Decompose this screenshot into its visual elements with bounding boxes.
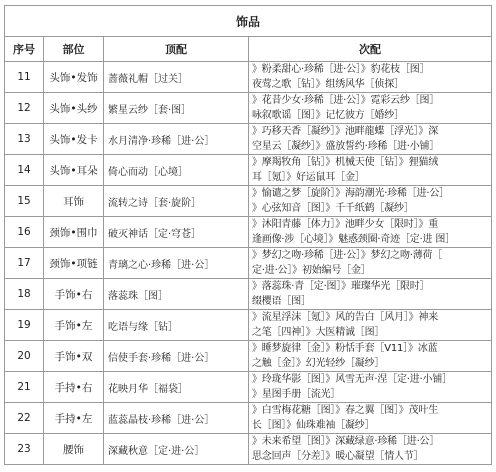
row-slot: 颈饰•项链	[44, 248, 104, 279]
secondary-choice-line: 》愉谴之梦［旋阶］》海韵潮光·珍稀［进·公］	[252, 188, 449, 199]
row-top-choice: 信使手套·珍稀［进·公］	[104, 341, 249, 372]
table-row	[5, 155, 492, 186]
table-row	[5, 310, 492, 341]
row-slot: 手饰•双	[44, 341, 104, 372]
row-slot: 颈饰•围巾	[44, 217, 104, 248]
row-top-choice: 蔷薇礼帽［过关］	[104, 62, 249, 93]
table-title: 饰品	[5, 6, 492, 37]
row-secondary-choice	[249, 155, 492, 186]
row-secondary-choice	[249, 62, 492, 93]
table-row	[5, 124, 492, 155]
row-top-choice: 繁星云纱［套·图］	[104, 93, 249, 124]
secondary-choice-line: 》心弦知音［图］》千千纸鹤［凝纱］	[252, 203, 414, 214]
row-secondary-choice	[249, 310, 492, 341]
row-top-choice: 花映月华［福袋］	[104, 372, 249, 403]
row-secondary-choice	[249, 124, 492, 155]
secondary-choice-line: 》星图手册［流光］	[252, 389, 341, 400]
secondary-choice-line: 》未来希望［图］》深藏绿意·珍稀［进·公］	[252, 436, 440, 447]
header-row	[5, 37, 492, 62]
row-secondary-choice	[249, 403, 492, 434]
table-row	[5, 434, 492, 465]
secondary-choice-line: 逢画像·涉［心境］》魅惑颈圈·奇迹［定·进 图］	[252, 234, 455, 245]
row-top-choice: 青璃之心·珍稀［进·公］	[104, 248, 249, 279]
row-slot: 头饰•发卡	[44, 124, 104, 155]
table-row	[5, 403, 492, 434]
row-slot: 头饰•头纱	[44, 93, 104, 124]
row-top-choice: 流转之诗［套·旋阶］	[104, 186, 249, 217]
row-number: 15	[5, 186, 44, 217]
row-number: 20	[5, 341, 44, 372]
row-slot: 耳饰	[44, 186, 104, 217]
secondary-choice-line: 咏叙歌谣［图］》记忆彼方［婚纱］	[252, 110, 404, 121]
row-secondary-choice	[249, 248, 492, 279]
secondary-choice-line: 》巧移天香［凝纱］》池畔龍蝶［浮光］》深	[252, 126, 438, 137]
row-number: 12	[5, 93, 44, 124]
row-number: 21	[5, 372, 44, 403]
row-number: 14	[5, 155, 44, 186]
row-slot: 手饰•左	[44, 310, 104, 341]
row-slot: 手饰•右	[44, 279, 104, 310]
row-number: 19	[5, 310, 44, 341]
row-slot: 手持•左	[44, 403, 104, 434]
row-number: 17	[5, 248, 44, 279]
secondary-choice-line: 之触［金］》幻光轻纱［凝纱］	[252, 358, 385, 369]
row-number: 13	[5, 124, 44, 155]
title-row	[5, 6, 492, 37]
row-number: 11	[5, 62, 44, 93]
table-row	[5, 372, 492, 403]
table-row	[5, 248, 492, 279]
secondary-choice-line: 》落蕊珠·青［定·图］》璀璨华光［限时］	[252, 281, 430, 292]
secondary-choice-line: 思念回声［分差］》暖心凝望［情人节］	[252, 451, 424, 462]
row-top-choice: 落蕊珠［图］	[104, 279, 249, 310]
header-slot: 部位	[44, 37, 104, 62]
secondary-choice-line: 耳［氪］》好运鼠耳［金］	[252, 172, 365, 183]
row-top-choice: 蓝蕊晶枝·珍稀［进·公］	[104, 403, 249, 434]
row-slot: 手持•右	[44, 372, 104, 403]
row-slot: 腰饰	[44, 434, 104, 465]
accessory-table-container	[4, 5, 491, 465]
secondary-choice-line: 》流星浮沫［氪］》风的告白［风月］》神来	[252, 312, 438, 323]
secondary-choice-line: 之笔［四神］》大医精诚［图］	[252, 327, 385, 338]
secondary-choice-line: 》梦幻之吻·珍稀［进·公］》梦幻之吻·薄荷［	[252, 250, 443, 261]
row-top-choice: 水月清净·珍稀［进·公］	[104, 124, 249, 155]
table-row	[5, 93, 492, 124]
row-secondary-choice	[249, 186, 492, 217]
secondary-choice-line: 夜莺之歌［钻］》组绣风华［侦探］	[252, 79, 404, 90]
row-secondary-choice	[249, 434, 492, 465]
row-secondary-choice	[249, 279, 492, 310]
row-slot: 头饰•发饰	[44, 62, 104, 93]
row-secondary-choice	[249, 372, 492, 403]
row-top-choice: 倚心而动［心境］	[104, 155, 249, 186]
row-number: 18	[5, 279, 44, 310]
row-number: 22	[5, 403, 44, 434]
secondary-choice-line: 》摩羯牧角［钻］》机械天使［钻］》狸猫绒	[252, 157, 438, 168]
row-top-choice: 吃语与缘［钻］	[104, 310, 249, 341]
secondary-choice-line: 定·进·公］》初始编号［金］	[252, 265, 371, 276]
secondary-choice-line: 》花昔少女·珍稀［进·公］》霓彩云纱［图］	[252, 95, 440, 106]
secondary-choice-line: 》白雪梅花糖［图］》春之翼［图］》茂叶生	[252, 405, 438, 416]
table-row	[5, 217, 492, 248]
table-body	[5, 6, 492, 465]
secondary-choice-line: 》玲珑华影［图］》风雪无声·涅［定·进·小铺］	[252, 374, 452, 385]
secondary-choice-line: 缀樱语［图］	[252, 296, 311, 307]
row-slot: 头饰•耳朵	[44, 155, 104, 186]
accessory-table	[4, 5, 492, 465]
header-secondary-choice: 次配	[249, 37, 492, 62]
row-top-choice: 破灭神话［定·穹苍］	[104, 217, 249, 248]
row-secondary-choice	[249, 93, 492, 124]
table-row	[5, 279, 492, 310]
table-row	[5, 62, 492, 93]
secondary-choice-line: 》沐阳青藤［体力］》池畔少女［限时］》重	[252, 219, 438, 230]
table-row	[5, 341, 492, 372]
header-top-choice: 顶配	[104, 37, 249, 62]
secondary-choice-line: 》睡梦旋律［金］》粉恬手套［V11］》冰蓝	[252, 343, 438, 354]
row-number: 23	[5, 434, 44, 465]
table-row	[5, 186, 492, 217]
secondary-choice-line: 》粉柔甜心·珍稀［进·公］》豹花枝［图］	[252, 64, 430, 75]
header-number: 序号	[5, 37, 44, 62]
row-secondary-choice	[249, 341, 492, 372]
row-top-choice: 深藏秋意［定·进·公］	[104, 434, 249, 465]
secondary-choice-line: 长［图］》仙珠难袖［凝纱］	[252, 420, 375, 431]
row-number: 16	[5, 217, 44, 248]
row-secondary-choice	[249, 217, 492, 248]
secondary-choice-line: 空星云［凝纱］》盛放誓约·珍稀［进·小铺］	[252, 141, 440, 152]
